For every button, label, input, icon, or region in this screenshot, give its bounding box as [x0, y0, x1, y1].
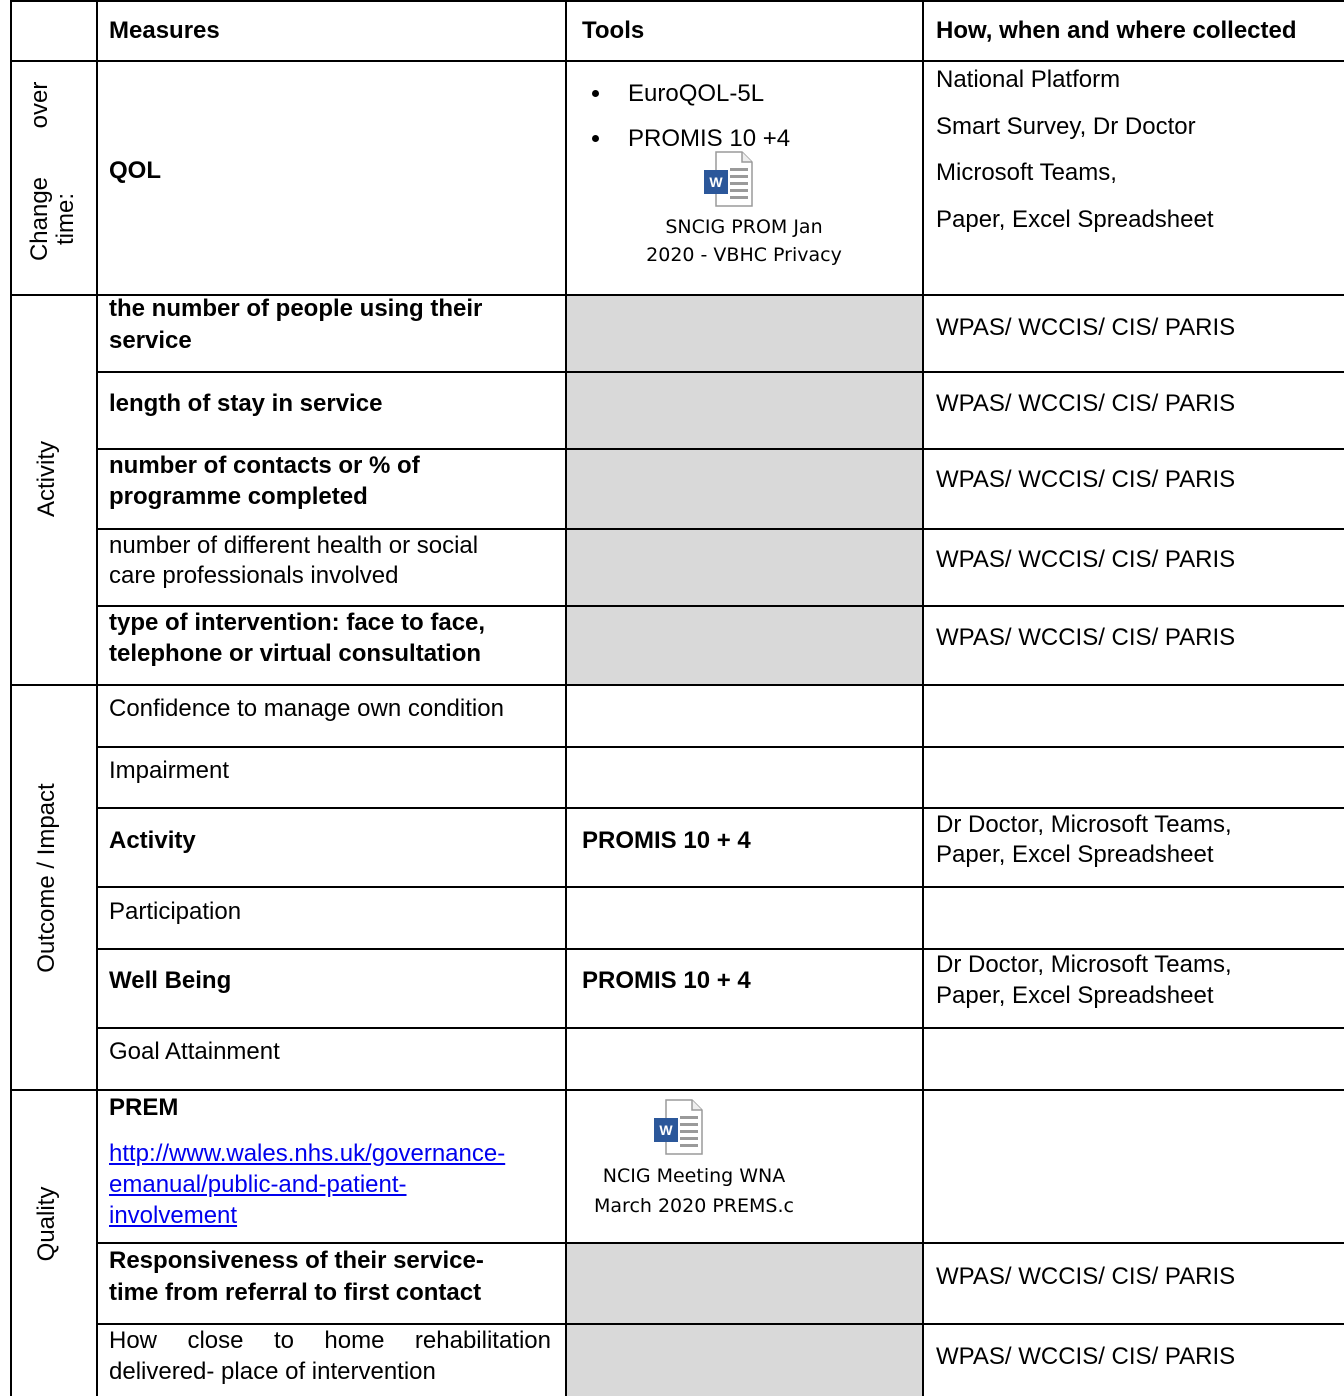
tool-item: EuroQOL-5L [628, 80, 765, 107]
measure-text: Participation [109, 898, 242, 925]
grid-line [96, 1323, 1344, 1325]
collected-text: WPAS/ WCCIS/ CIS/ PARIS [936, 466, 1236, 493]
prem-link[interactable]: http://www.wales.nhs.uk/governance- [109, 1140, 506, 1167]
collected-text: WPAS/ WCCIS/ CIS/ PARIS [936, 390, 1236, 417]
measure-prem: PREM [109, 1094, 179, 1121]
grid-line [10, 60, 1344, 62]
prem-link[interactable]: involvement [109, 1202, 238, 1229]
section-label-change-time: time: [52, 192, 79, 246]
prem-link[interactable]: emanual/public-and-patient- [109, 1171, 407, 1198]
measure-text: Impairment [109, 757, 230, 784]
measure-text: How close to home rehabilitation [109, 1327, 551, 1354]
collected-text: WPAS/ WCCIS/ CIS/ PARIS [936, 1343, 1236, 1370]
tool-text: PROMIS 10 + 4 [582, 827, 751, 854]
measure-text: length of stay in service [109, 390, 383, 417]
grid-line [10, 1089, 1344, 1091]
attachment-caption: NCIG Meeting WNA [602, 1165, 786, 1187]
section-label-change-over: over [26, 81, 53, 129]
header-measures: Measures [109, 17, 220, 44]
attachment-caption: SNCIG PROM Jan [665, 216, 823, 238]
bullet-icon [592, 90, 599, 97]
shaded-cell [567, 607, 922, 684]
svg-text:W: W [709, 174, 723, 190]
grid-line [10, 684, 1344, 686]
header-collected: How, when and where collected [936, 17, 1297, 44]
measure-text: Responsiveness of their service- [109, 1247, 484, 1274]
collected-text: National Platform [936, 66, 1121, 93]
grid-line [96, 807, 1344, 809]
shaded-cell [567, 1244, 922, 1323]
measure-text: programme completed [109, 483, 368, 510]
attachment-caption: 2020 - VBHC Privacy [646, 244, 842, 266]
collected-text: WPAS/ WCCIS/ CIS/ PARIS [936, 1263, 1236, 1290]
section-label-quality: Quality [33, 1186, 60, 1262]
collected-text: WPAS/ WCCIS/ CIS/ PARIS [936, 546, 1236, 573]
collected-text: Paper, Excel Spreadsheet [936, 206, 1214, 233]
measure-text: number of different health or social [109, 532, 479, 559]
header-tools: Tools [582, 17, 645, 44]
measure-text: time from referral to first contact [109, 1279, 482, 1306]
section-label-change: Change [26, 176, 53, 262]
section-label-activity: Activity [33, 440, 60, 518]
grid-line [96, 0, 98, 1396]
tool-item: PROMIS 10 +4 [628, 125, 791, 152]
measure-qol: QOL [109, 157, 161, 184]
bullet-icon [592, 135, 599, 142]
grid-line [96, 746, 1344, 748]
section-label-outcome: Outcome / Impact [33, 783, 60, 973]
collected-text: Dr Doctor, Microsoft Teams, [936, 951, 1232, 978]
measure-text: Goal Attainment [109, 1038, 280, 1065]
measure-text: Activity [109, 827, 196, 854]
attachment-caption: March 2020 PREMS.c [594, 1195, 794, 1217]
measure-text: service [109, 327, 192, 354]
measure-text: Confidence to manage own condition [109, 695, 504, 722]
tool-text: PROMIS 10 + 4 [582, 967, 751, 994]
shaded-cell [567, 450, 922, 528]
shaded-cell [567, 296, 922, 371]
grid-line [922, 0, 924, 1396]
measure-text: Well Being [109, 967, 232, 994]
collected-text: Paper, Excel Spreadsheet [936, 982, 1214, 1009]
measure-text: the number of people using their [109, 295, 483, 322]
grid-line [10, 0, 1344, 2]
measure-text: number of contacts or % of [109, 452, 420, 479]
measure-text: telephone or virtual consultation [109, 640, 482, 667]
grid-line [96, 1027, 1344, 1029]
grid-line [96, 448, 1344, 450]
grid-line [96, 605, 1344, 607]
collected-text: Dr Doctor, Microsoft Teams, [936, 811, 1232, 838]
grid-line [96, 1242, 1344, 1244]
collected-text: Microsoft Teams, [936, 159, 1117, 186]
word-document-icon[interactable] [702, 150, 754, 208]
measure-text: delivered- place of intervention [109, 1358, 436, 1385]
measure-text: type of intervention: face to face, [109, 609, 486, 636]
collected-text: WPAS/ WCCIS/ CIS/ PARIS [936, 624, 1236, 651]
grid-line [96, 371, 1344, 373]
word-document-icon[interactable] [652, 1098, 704, 1156]
shaded-cell [567, 1325, 922, 1396]
grid-line [96, 528, 1344, 530]
shaded-cell [567, 373, 922, 448]
svg-text:W: W [659, 1122, 673, 1138]
measure-text: care professionals involved [109, 562, 399, 589]
collected-text: Smart Survey, Dr Doctor [936, 113, 1196, 140]
grid-line [10, 0, 12, 1396]
shaded-cell [567, 530, 922, 605]
collected-text: WPAS/ WCCIS/ CIS/ PARIS [936, 314, 1236, 341]
collected-text: Paper, Excel Spreadsheet [936, 841, 1214, 868]
grid-line [96, 886, 1344, 888]
